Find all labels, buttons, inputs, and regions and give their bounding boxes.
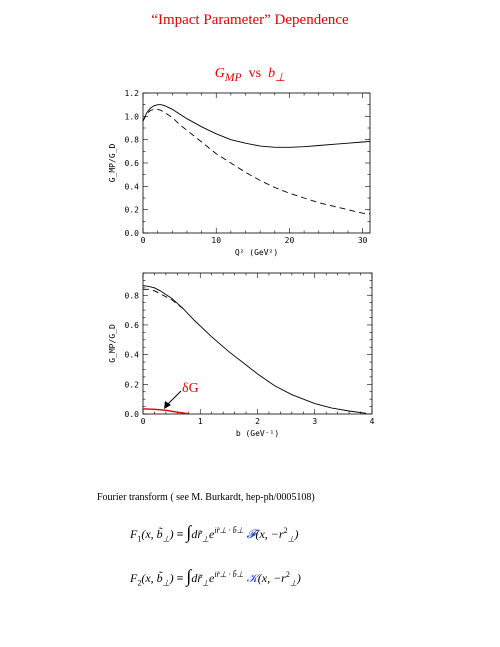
- x-axis-label: b (GeV⁻¹): [235, 429, 280, 438]
- eq2-integral: ∫: [186, 566, 192, 586]
- x-tick-label: 4: [369, 417, 375, 426]
- x-tick-label: 3: [312, 417, 318, 426]
- eq2-fnperp: ⊥: [289, 578, 297, 588]
- eq1-fnargs: (x, −r: [255, 527, 284, 541]
- eq1-lhs: F: [130, 527, 138, 541]
- eq1-e: e: [209, 527, 215, 541]
- y-tick-label: 1.2: [124, 89, 139, 98]
- page-title: “Impact Parameter” Dependence: [151, 12, 349, 28]
- subtitle-gmp: G: [214, 66, 225, 81]
- subtitle-b-sub: ⊥: [275, 70, 286, 84]
- eq2-close: ): [169, 571, 174, 585]
- plot-frame-2: [143, 273, 372, 414]
- eq2-fnclose: ): [296, 571, 301, 585]
- y-tick-label: 0.0: [124, 410, 139, 419]
- eq2-lhs: F: [130, 571, 138, 585]
- eq1-close: ): [169, 527, 174, 541]
- fourier-note: Fourier transform ( see M. Burkardt, hep-ph/0005108): [97, 492, 315, 503]
- eq2-perp: ⊥: [162, 578, 170, 588]
- y-tick-label: 0.0: [124, 229, 139, 238]
- delta-g-annotation: δG: [182, 381, 199, 396]
- eq2-fnsq: 2: [285, 570, 290, 579]
- x-tick-label: 0: [140, 236, 146, 245]
- y-tick-label: 0.4: [124, 182, 139, 192]
- x-tick-label: 0: [140, 417, 146, 426]
- subtitle-vs: vs: [248, 66, 262, 81]
- eq2-d-perp: ⊥: [202, 578, 209, 588]
- eq2-fn: 𝒦: [246, 571, 258, 585]
- x-tick-label: 10: [211, 236, 222, 245]
- y-tick-label: 0.6: [124, 159, 139, 168]
- eq2-equiv: ≡: [176, 571, 184, 585]
- y-tick-label: 0.2: [124, 380, 139, 390]
- y-tick-label: 0.6: [124, 320, 139, 330]
- eq1-fnsq: 2: [283, 526, 288, 535]
- eq2-exp: ir̃⊥ · b̃⊥: [214, 570, 244, 579]
- equation-f2: [130, 566, 301, 587]
- eq1-args: (x, b̃: [141, 527, 163, 541]
- y-axis-label: G_MP/G_D: [108, 143, 117, 183]
- eq1-exp: ir̃⊥ · b̃⊥: [214, 526, 244, 535]
- eq1-lhs-sub: 1: [137, 534, 142, 544]
- subtitle-b: b: [268, 66, 276, 81]
- eq2-lhs-sub: 2: [137, 578, 142, 588]
- subtitle-gmp-sub: MP: [224, 70, 242, 84]
- eq2-args: (x, b̃: [141, 571, 163, 585]
- eq1-d-perp: ⊥: [202, 534, 209, 544]
- y-tick-label: 0.8: [124, 135, 139, 145]
- y-tick-label: 0.4: [124, 350, 139, 360]
- equation-f1: [130, 522, 299, 543]
- x-tick-label: 30: [357, 236, 368, 245]
- eq1-integral: ∫: [186, 522, 192, 542]
- eq1-perp: ⊥: [162, 534, 170, 544]
- eq1-fnperp: ⊥: [287, 534, 295, 544]
- eq1-fn: 𝓕: [246, 527, 256, 541]
- x-axis-label: Q² (GeV²): [234, 248, 279, 257]
- eq1-d: dr̃: [191, 527, 203, 541]
- y-tick-label: 0.2: [124, 205, 139, 215]
- eq2-fnargs: (x, −r: [257, 571, 286, 585]
- x-tick-label: 2: [255, 417, 260, 426]
- y-tick-label: 1.0: [124, 112, 139, 122]
- eq1-equiv: ≡: [176, 527, 184, 541]
- series-line-solid: [143, 286, 366, 414]
- eq2-d: dr̃: [191, 571, 203, 585]
- x-tick-label: 1: [197, 417, 203, 426]
- eq1-fnclose: ): [294, 527, 299, 541]
- y-tick-label: 0.8: [124, 291, 139, 301]
- y-axis-label: G_MP/G_D: [108, 324, 117, 363]
- x-tick-label: 20: [284, 236, 295, 245]
- eq2-e: e: [209, 571, 215, 585]
